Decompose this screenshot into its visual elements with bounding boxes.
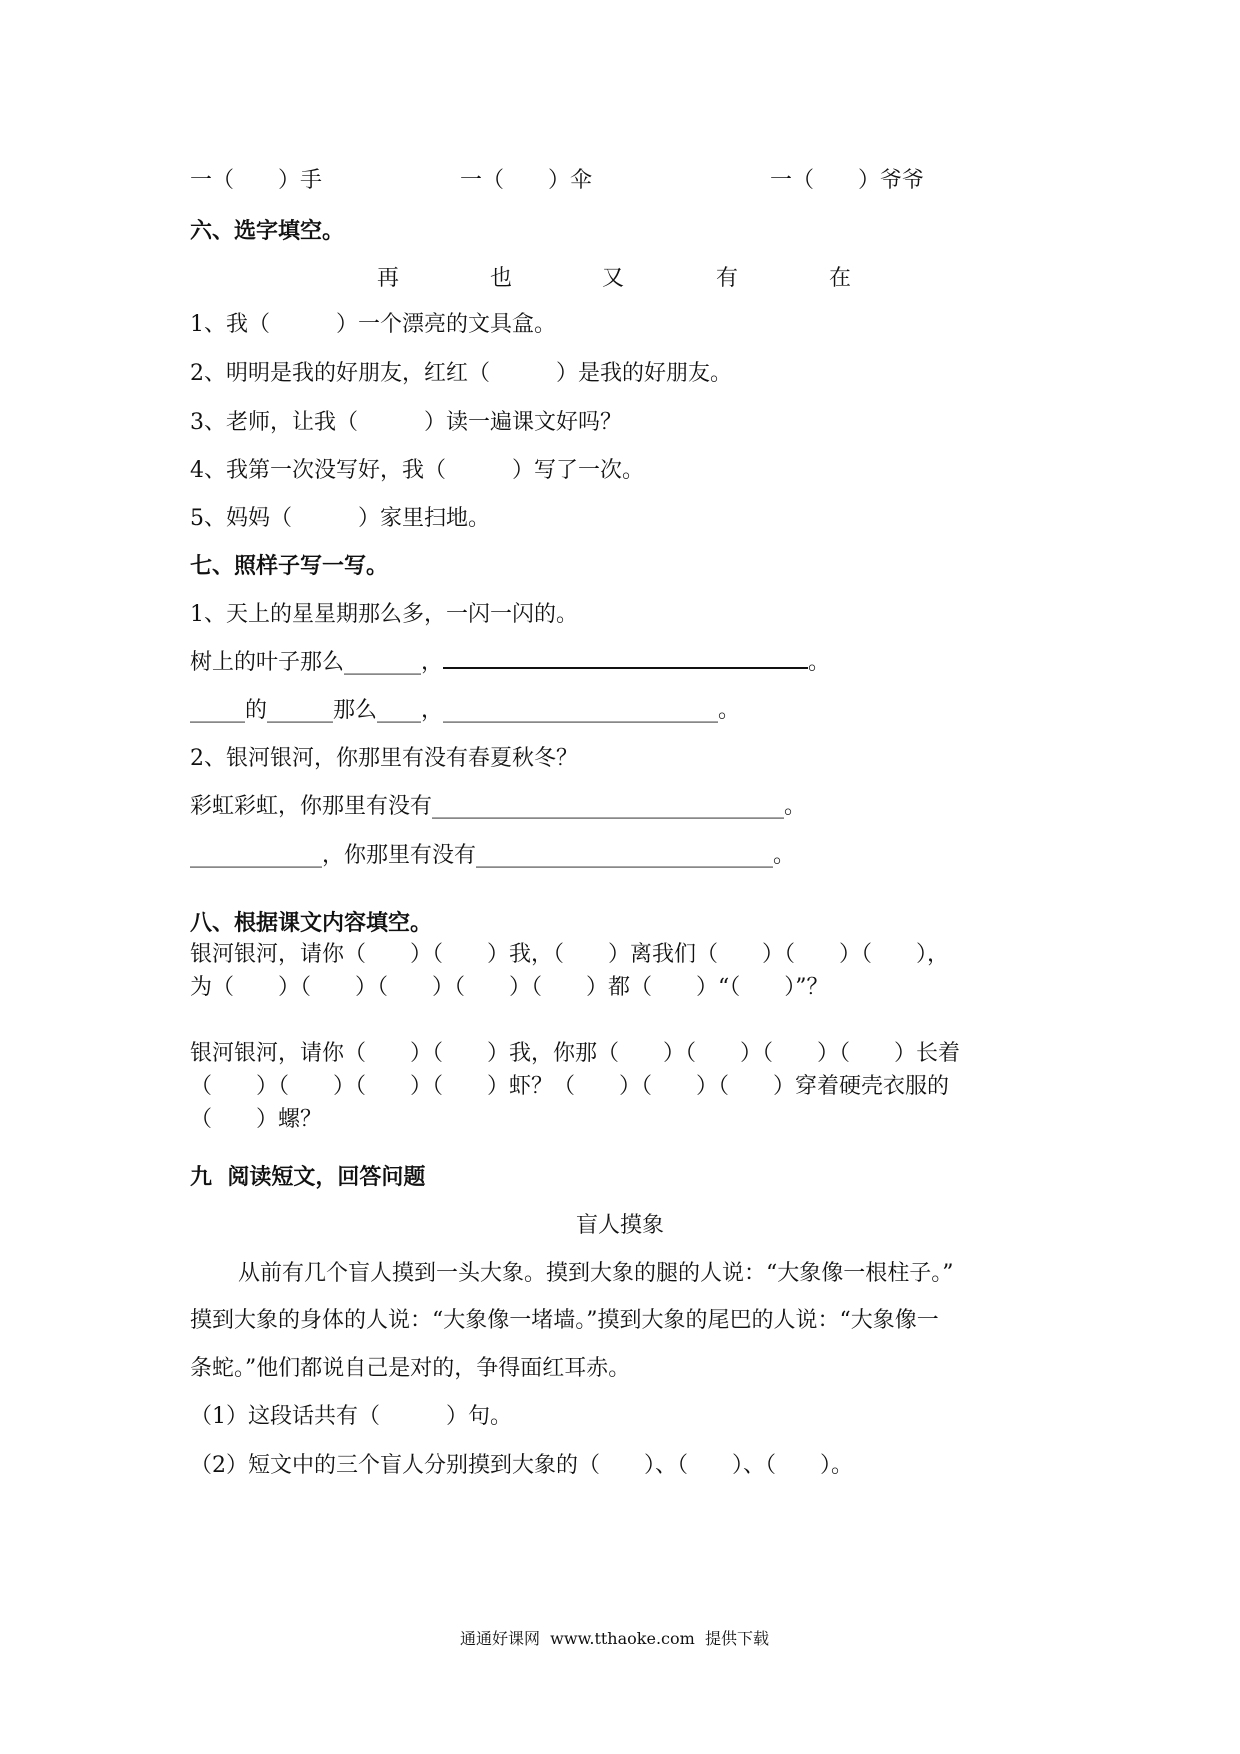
story-title: 盲人摸象	[576, 1213, 665, 1238]
imitate-line-1-end: 。	[808, 650, 831, 675]
imitate-line-2: _____的______那么____，_________________________。	[190, 698, 741, 723]
section-9-title: 九 阅读短文，回答问题	[190, 1165, 426, 1190]
imitate-line-1	[190, 652, 830, 674]
text-fill-p1-line1: 银河银河，请你（ ）（ ）我，（ ）离我们（ ）（ ）（ ），	[190, 942, 950, 967]
text-fill-p1-line2: 为（ ）（ ）（ ）（ ）（ ）都（ ）“（ ）”？	[190, 975, 829, 1000]
fill-item-3: 3、老师，让我（ ）读一遍课文好吗？	[190, 410, 622, 435]
example-sentence-2: 2、银河银河，你那里有没有春夏秋冬？	[190, 746, 578, 771]
text-fill-p2-line1: 银河银河，请你（ ）（ ）我，你那（ ）（ ）（ ）（ ）长着	[190, 1041, 961, 1066]
page-footer: 通通好课网 www.tthaoke.com 提供下载	[460, 1629, 769, 1648]
text-fill-p2-line2: （ ）（ ）（ ）（ ）虾？（ ）（ ）（ ）穿着硬壳衣服的	[190, 1074, 950, 1099]
word-choice-3: 又	[602, 266, 625, 291]
section-8-title: 八、根据课文内容填空。	[190, 911, 433, 936]
story-paragraph-line1: 从前有几个盲人摸到一头大象。摸到大象的腿的人说：“大象像一根柱子。”	[238, 1261, 954, 1286]
fill-item-1: 1、我（ ）一个漂亮的文具盒。	[190, 312, 556, 337]
question-2: （2）短文中的三个盲人分别摸到大象的（ ）、（ ）、（ ）。	[190, 1453, 853, 1478]
imitate-line-4: ____________，你那里有没有___________________________。	[190, 843, 796, 868]
fill-item-2: 2、明明是我的好朋友，红红（ ）是我的好朋友。	[190, 361, 732, 386]
answer-blank-line	[443, 666, 808, 669]
section-6-title: 六、选字填空。	[190, 219, 345, 244]
section-7-title: 七、照样子写一写。	[190, 554, 389, 579]
measure-word-item-1: 一（ ）手	[190, 168, 323, 193]
imitate-line-3: 彩虹彩虹，你那里有没有________________________________。	[190, 794, 807, 819]
word-choice-5: 在	[829, 266, 852, 291]
word-choice-1: 再	[377, 266, 400, 291]
story-paragraph-line2: 摸到大象的身体的人说：“大象像一堵墙。”摸到大象的尾巴的人说：“大象像一	[190, 1308, 939, 1333]
question-1: （1）这段话共有（ ）句。	[190, 1404, 512, 1429]
fill-item-5: 5、妈妈（ ）家里扫地。	[190, 506, 490, 531]
fill-item-4: 4、我第一次没写好，我（ ）写了一次。	[190, 458, 644, 483]
word-choice-4: 有	[716, 266, 739, 291]
example-sentence-1: 1、天上的星星期那么多，一闪一闪的。	[190, 602, 578, 627]
measure-word-item-3: 一（ ）爷爷	[770, 168, 925, 193]
text-fill-p2-line3: （ ）螺？	[190, 1107, 323, 1132]
story-paragraph-line3: 条蛇。”他们都说自己是对的，争得面红耳赤。	[190, 1356, 631, 1381]
word-choice-2: 也	[490, 266, 513, 291]
measure-word-item-2: 一（ ）伞	[460, 168, 593, 193]
imitate-line-1-text: 树上的叶子那么_______，	[190, 650, 444, 675]
